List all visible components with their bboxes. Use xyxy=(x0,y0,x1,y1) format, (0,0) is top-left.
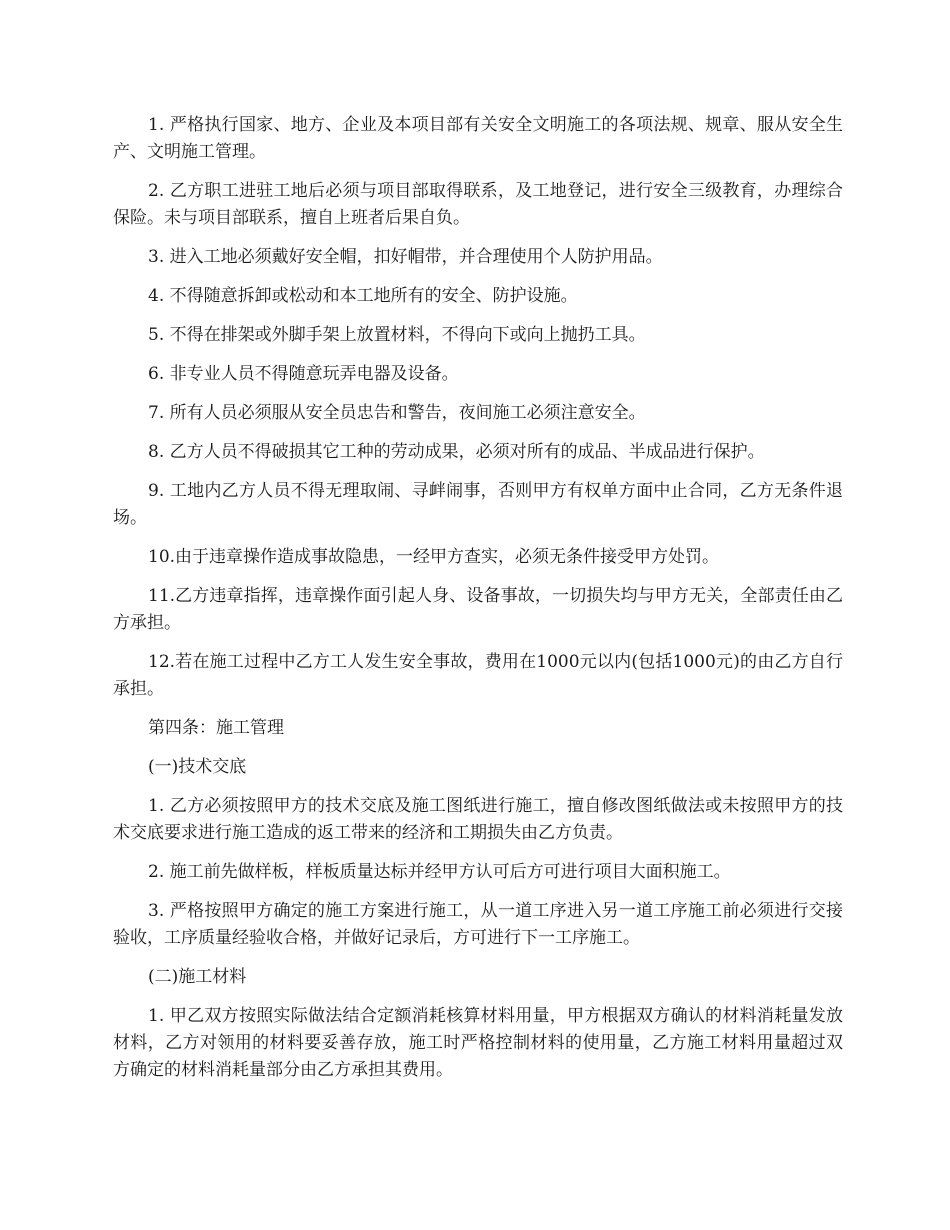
paragraph-technical-2: 2. 施工前先做样板，样板质量达标并经甲方认可后方可进行项目大面积施工。 xyxy=(148,862,731,882)
paragraph-technical-3: 3. 严格按照甲方确定的施工方案进行施工，从一道工序进入另一道工序施工前必须进行交接验收，工序质量经验收合格，并做好记录后，方可进行下一工序施工。 xyxy=(113,901,843,948)
paragraph-safety-11: 11.乙方违章指挥，违章操作面引起人身、设备事故，一切损失均与甲方无关，全部责任由乙方承担。 xyxy=(113,586,843,633)
paragraph-safety-3: 3. 进入工地必须戴好安全帽，扣好帽带，并合理使用个人防护用品。 xyxy=(148,247,663,267)
paragraph-materials-1: 1. 甲乙双方按照实际做法结合定额消耗核算材料用量，甲方根据双方确认的材料消耗量发放材料，乙方对领用的材料要妥善存放，施工时严格控制材料的使用量，乙方施工材料用量超过双方确定的材料消耗量部分由乙方承担其费用。 xyxy=(113,1006,843,1080)
paragraph-safety-1: 1. 严格执行国家、地方、企业及本项目部有关安全文明施工的各项法规、规章、服从安全生产、文明施工管理。 xyxy=(113,115,843,162)
paragraph-technical-1: 1. 乙方必须按照甲方的技术交底及施工图纸进行施工，擅自修改图纸做法或未按照甲方的技术交底要求进行施工造成的返工带来的经济和工期损失由乙方负责。 xyxy=(113,796,843,843)
subsection-heading-technical-briefing: (一)技术交底 xyxy=(148,757,247,777)
paragraph-safety-9: 9. 工地内乙方人员不得无理取闹、寻衅闹事，否则甲方有权单方面中止合同，乙方无条件退场。 xyxy=(113,481,843,528)
paragraph-safety-2: 2. 乙方职工进驻工地后必须与项目部取得联系，及工地登记，进行安全三级教育，办理综合保险。未与项目部联系，擅自上班者后果自负。 xyxy=(113,181,843,228)
paragraph-safety-7: 7. 所有人员必须服从安全员忠告和警告，夜间施工必须注意安全。 xyxy=(148,403,646,423)
paragraph-safety-12: 12.若在施工过程中乙方工人发生安全事故，费用在1000元以内(包括1000元)的由乙方自行承担。 xyxy=(113,652,843,699)
paragraph-safety-5: 5. 不得在排架或外脚手架上放置材料，不得向下或向上抛扔工具。 xyxy=(148,325,646,345)
section-heading-article-4: 第四条：施工管理 xyxy=(148,718,284,738)
paragraph-safety-6: 6. 非专业人员不得随意玩弄电器及设备。 xyxy=(148,364,459,384)
paragraph-safety-8: 8. 乙方人员不得破损其它工种的劳动成果，必须对所有的成品、半成品进行保护。 xyxy=(148,442,765,462)
paragraph-safety-4: 4. 不得随意拆卸或松动和本工地所有的安全、防护设施。 xyxy=(148,286,578,306)
document-body xyxy=(113,112,843,1096)
paragraph-safety-10: 10.由于违章操作造成事故隐患，一经甲方查实，必须无条件接受甲方处罚。 xyxy=(148,547,720,567)
subsection-heading-materials: (二)施工材料 xyxy=(148,967,247,987)
